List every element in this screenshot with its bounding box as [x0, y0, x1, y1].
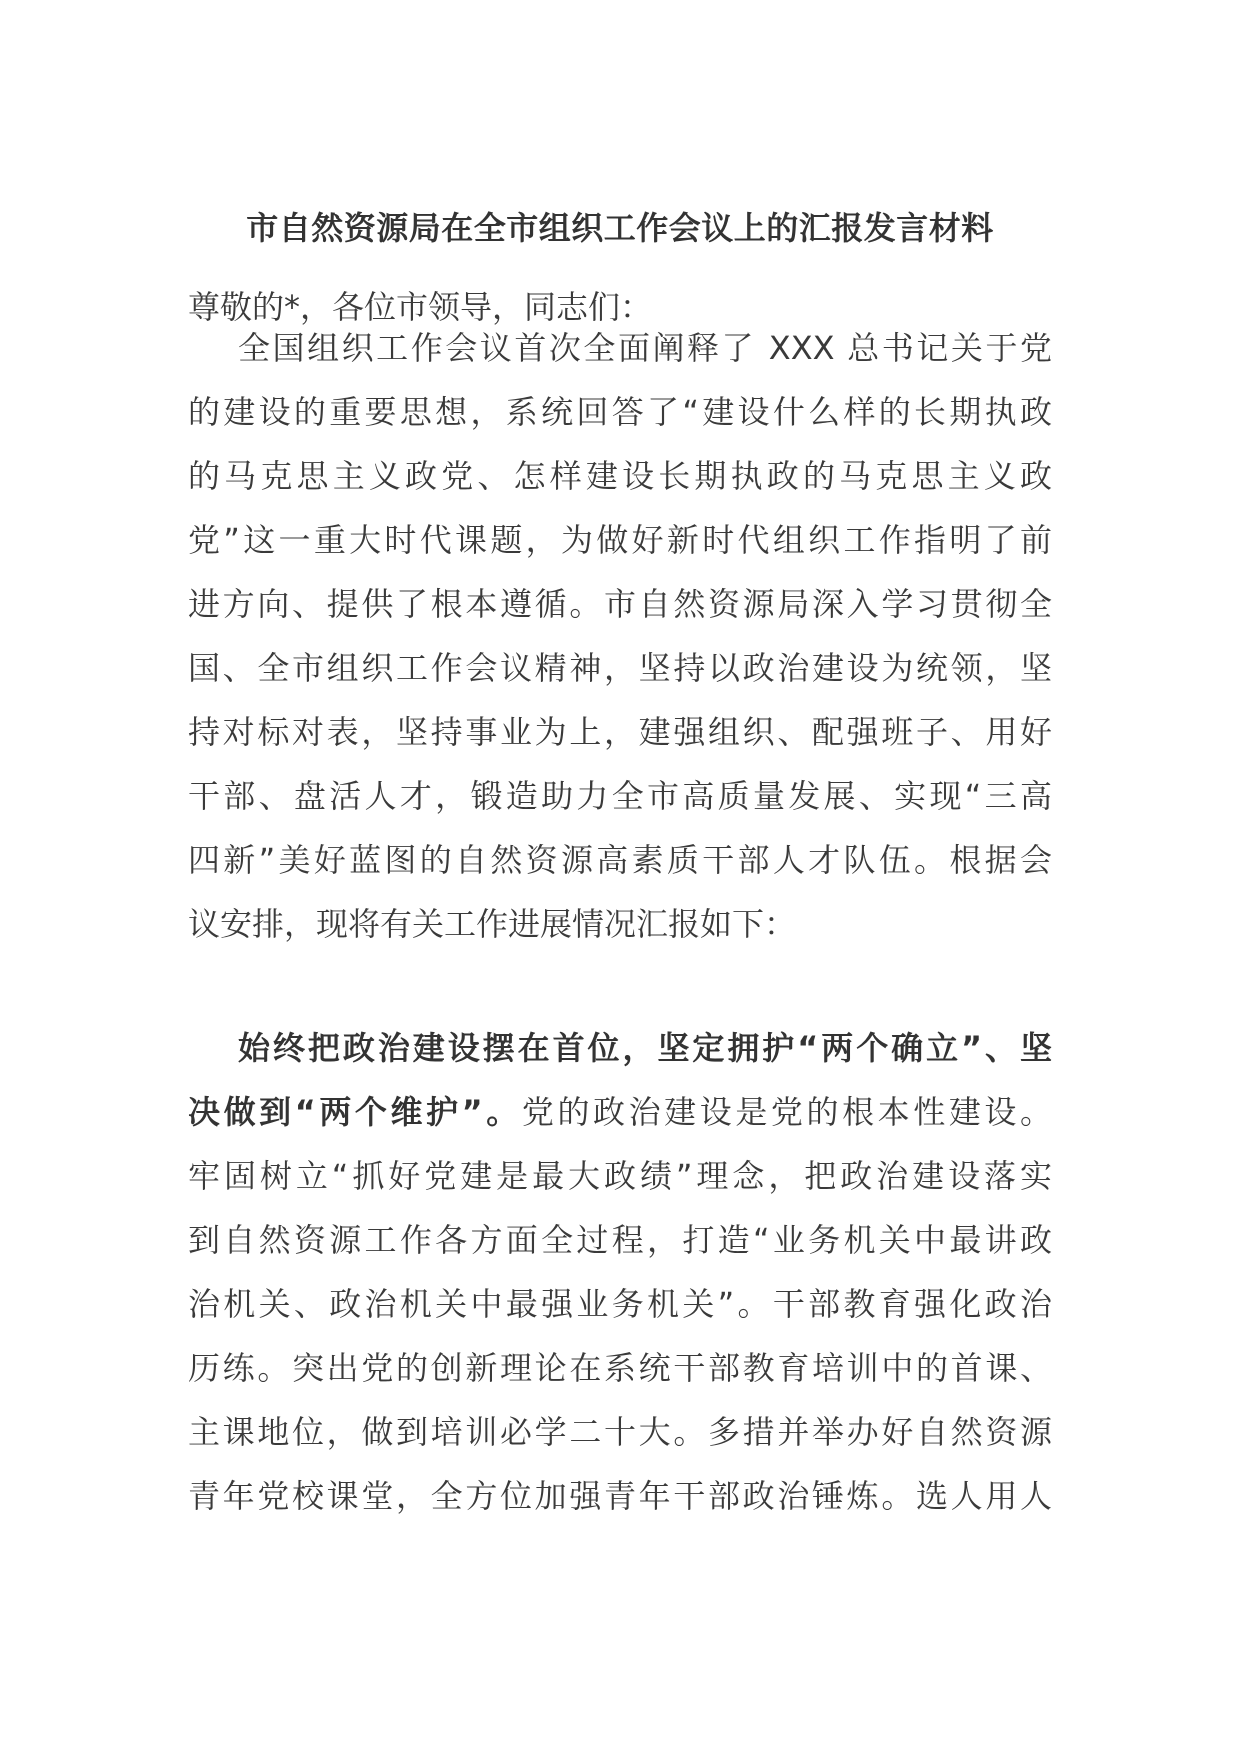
paragraph-2-line: 牢固树立“抓好党建是最大政绩”理念，把政治建设落实: [188, 1157, 1052, 1195]
paragraph-1-line: 四新”美好蓝图的自然资源高素质干部人才队伍。根据会: [188, 841, 1052, 879]
paragraph-1-line: 的马克思主义政党、怎样建设长期执政的马克思主义政: [188, 457, 1052, 495]
paragraph-2-line: 治机关、政治机关中最强业务机关”。干部教育强化政治: [188, 1285, 1052, 1323]
paragraph-2-mixed-line: [188, 1080, 1052, 1144]
document-title: 市自然资源局在全市组织工作会议上的汇报发言材料: [246, 209, 994, 247]
paragraph-1-line: 持对标对表，坚持事业为上，建强组织、配强班子、用好: [188, 713, 1052, 751]
paragraph-2-line: 到自然资源工作各方面全过程，打造“业务机关中最讲政: [188, 1221, 1052, 1259]
paragraph-1-line: 全国组织工作会议首次全面阐释了 XXX 总书记关于党: [238, 329, 1052, 367]
paragraph-1: [188, 316, 1052, 956]
paragraph-2-line: 青年党校课堂，全方位加强青年干部政治锤炼。选人用人: [188, 1477, 1052, 1515]
paragraph-1-line: 的建设的重要思想，系统回答了“建设什么样的长期执政: [188, 393, 1052, 431]
paragraph-1-line: 国、全市组织工作会议精神，坚持以政治建设为统领，坚: [188, 649, 1052, 687]
paragraph-1-line: 进方向、提供了根本遵循。市自然资源局深入学习贯彻全: [188, 585, 1052, 623]
paragraph-1-line: 议安排，现将有关工作进展情况汇报如下：: [188, 905, 797, 943]
paragraph-1-line: 干部、盘活人才，锻造助力全市高质量发展、实现“三高: [188, 777, 1052, 815]
paragraph-2-heading-line: 始终把政治建设摆在首位，坚定拥护“两个确立”、坚: [238, 1029, 1052, 1067]
paragraph-2-text: 党的政治建设是党的根本性建设。: [521, 1093, 1052, 1131]
paragraph-2-heading-end: 决做到“两个维护”。: [188, 1093, 522, 1131]
paragraph-2: [188, 1016, 1052, 1528]
paragraph-2-line: 历练。突出党的创新理论在系统干部教育培训中的首课、: [188, 1349, 1052, 1387]
salutation: 尊敬的*，各位市领导，同志们：: [188, 288, 653, 326]
paragraph-2-line: 主课地位，做到培训必学二十大。多措并举办好自然资源: [188, 1413, 1052, 1451]
paragraph-1-line: 党”这一重大时代课题，为做好新时代组织工作指明了前: [188, 521, 1052, 559]
